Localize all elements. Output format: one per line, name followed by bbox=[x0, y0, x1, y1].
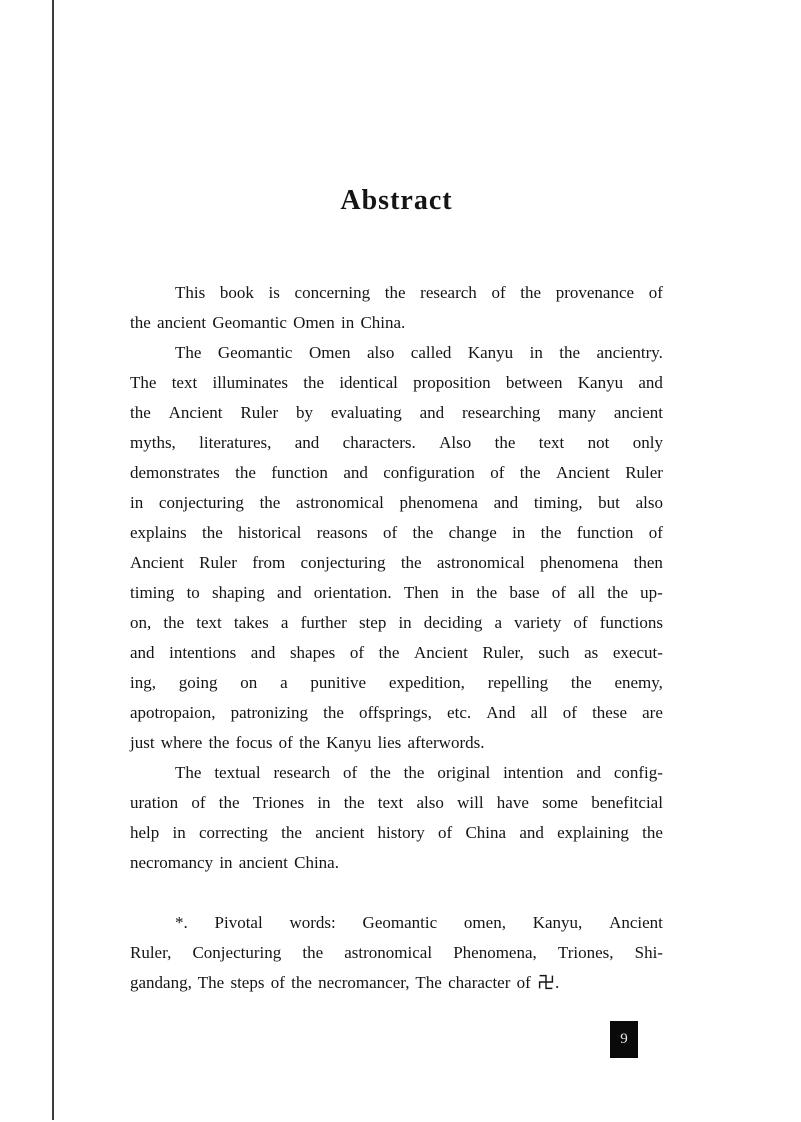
text-line: uration of the Triones in the text also will have some benefitcial bbox=[130, 793, 663, 812]
manji-character-glyph bbox=[538, 974, 554, 990]
text-line: ing, going on a punitive expedition, repelling the enemy, bbox=[130, 673, 663, 692]
text-line: the Ancient Ruler by evaluating and researching many ancient bbox=[130, 403, 663, 422]
page-title: Abstract bbox=[340, 185, 453, 216]
text-line: Ruler, Conjecturing the astronomical Phenomena, Triones, Shi- bbox=[130, 943, 663, 962]
text-line: The Geomantic Omen also called Kanyu in the ancientry. bbox=[175, 343, 663, 362]
text-line: help in correcting the ancient history of China and explaining the bbox=[130, 823, 663, 842]
page-number-badge bbox=[610, 1021, 638, 1058]
page-number: 9 bbox=[620, 1031, 628, 1047]
text-line: in conjecturing the astronomical phenomena and timing, but also bbox=[130, 493, 663, 512]
text-line: explains the historical reasons of the change in the function of bbox=[130, 523, 663, 542]
text-line: apotropaion, patronizing the offsprings, etc. And all of these are bbox=[130, 703, 663, 722]
text-line: This book is concerning the research of the provenance of bbox=[175, 283, 663, 302]
text-line: the ancient Geomantic Omen in China. bbox=[130, 313, 406, 332]
text-line: The textual research of the the original intention and config- bbox=[175, 763, 663, 782]
abstract-body bbox=[130, 278, 663, 998]
text-line: The text illuminates the identical proposition between Kanyu and bbox=[130, 373, 663, 392]
text-line: *. Pivotal words: Geomantic omen, Kanyu, Ancient bbox=[175, 913, 663, 932]
text-line: gandang, The steps of the necromancer, The character of . bbox=[130, 973, 560, 992]
abstract-content bbox=[130, 184, 663, 998]
text-line: and intentions and shapes of the Ancient Ruler, such as execut- bbox=[130, 643, 663, 662]
text-line: necromancy in ancient China. bbox=[130, 853, 339, 872]
text-line: just where the focus of the Kanyu lies afterwords. bbox=[130, 733, 485, 752]
blank-line bbox=[130, 878, 663, 908]
text-line: myths, literatures, and characters. Also the text not only bbox=[130, 433, 663, 452]
text-line: timing to shaping and orientation. Then in the base of all the up- bbox=[130, 583, 663, 602]
text-line: on, the text takes a further step in deciding a variety of functions bbox=[130, 613, 663, 632]
text-line: Ancient Ruler from conjecturing the astronomical phenomena then bbox=[130, 553, 663, 572]
page-edge-rule bbox=[52, 0, 54, 1120]
text-line: demonstrates the function and configuration of the Ancient Ruler bbox=[130, 463, 663, 482]
